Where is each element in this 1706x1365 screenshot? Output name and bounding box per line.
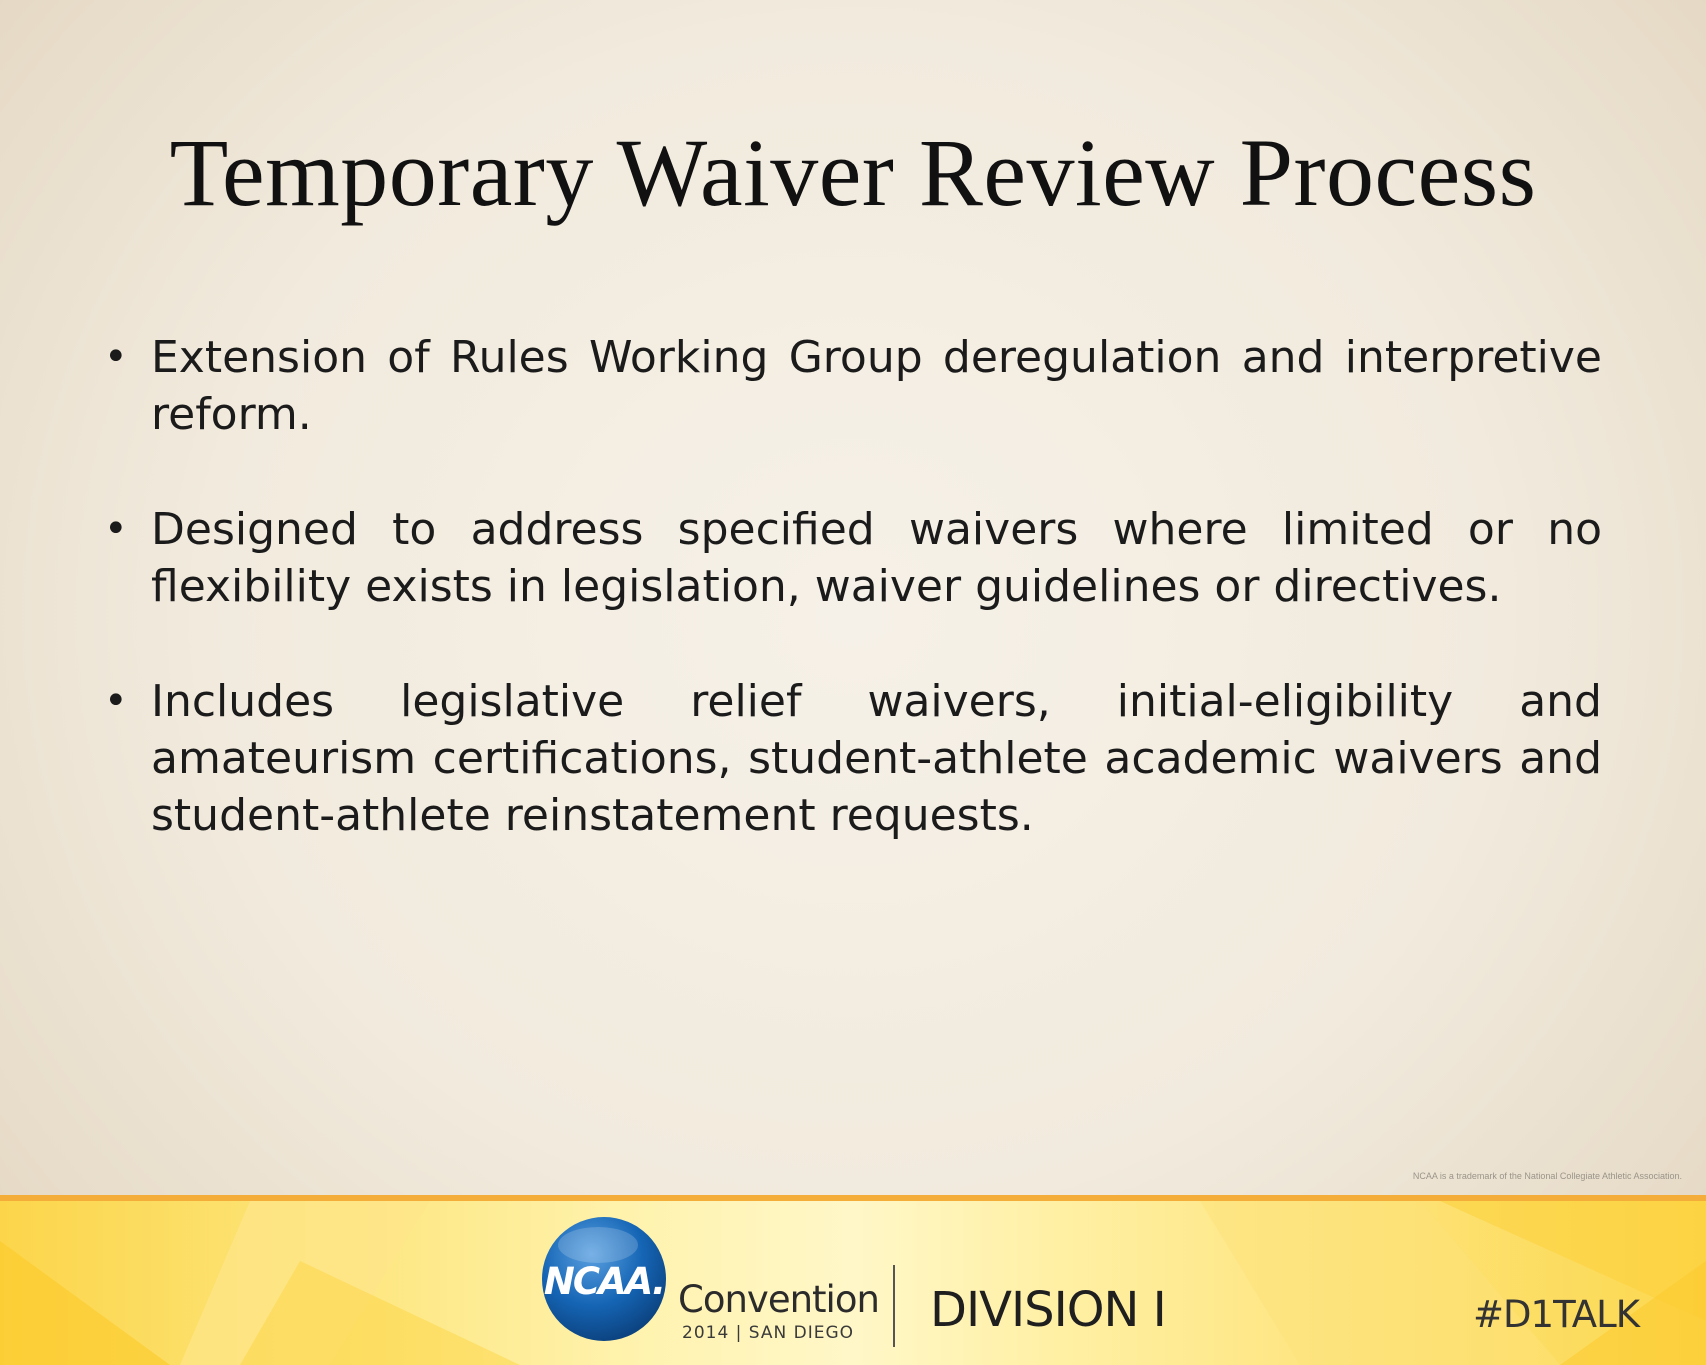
bullet-text: Designed to address specified waivers where limited or no flexibility exists in legislation, waiver guidelines or directives.: [151, 504, 1602, 612]
ncaa-logo-text: NCAA.: [543, 1260, 665, 1303]
bullet-dot-icon: •: [104, 506, 128, 552]
bullet-dot-icon: •: [104, 678, 128, 724]
bullet-item: [96, 673, 1602, 844]
hashtag: #D1TALK: [1473, 1293, 1639, 1336]
slide-title: Temporary Waiver Review Process: [169, 119, 1537, 226]
ncaa-logo: [540, 1215, 668, 1343]
footer-banner: [0, 1195, 1706, 1365]
bullet-item: [96, 501, 1602, 615]
division-label: DIVISION I: [930, 1282, 1166, 1338]
trademark-note: NCAA is a trademark of the National Collegiate Athletic Association.: [1412, 1171, 1682, 1181]
event-name: Convention: [678, 1278, 879, 1321]
bullet-list: [96, 329, 1602, 902]
event-subline: 2014 | SAN DIEGO: [682, 1323, 855, 1343]
bullet-text: Includes legislative relief waivers, initial-eligibility and amateurism certifications, student-athlete academic waivers and student-athlete reinstatement requests.: [151, 676, 1602, 841]
footer-divider: [893, 1265, 895, 1347]
bullet-text: Extension of Rules Working Group deregulation and interpretive reform.: [151, 332, 1602, 440]
bullet-item: [96, 329, 1602, 443]
bullet-dot-icon: •: [104, 334, 128, 380]
